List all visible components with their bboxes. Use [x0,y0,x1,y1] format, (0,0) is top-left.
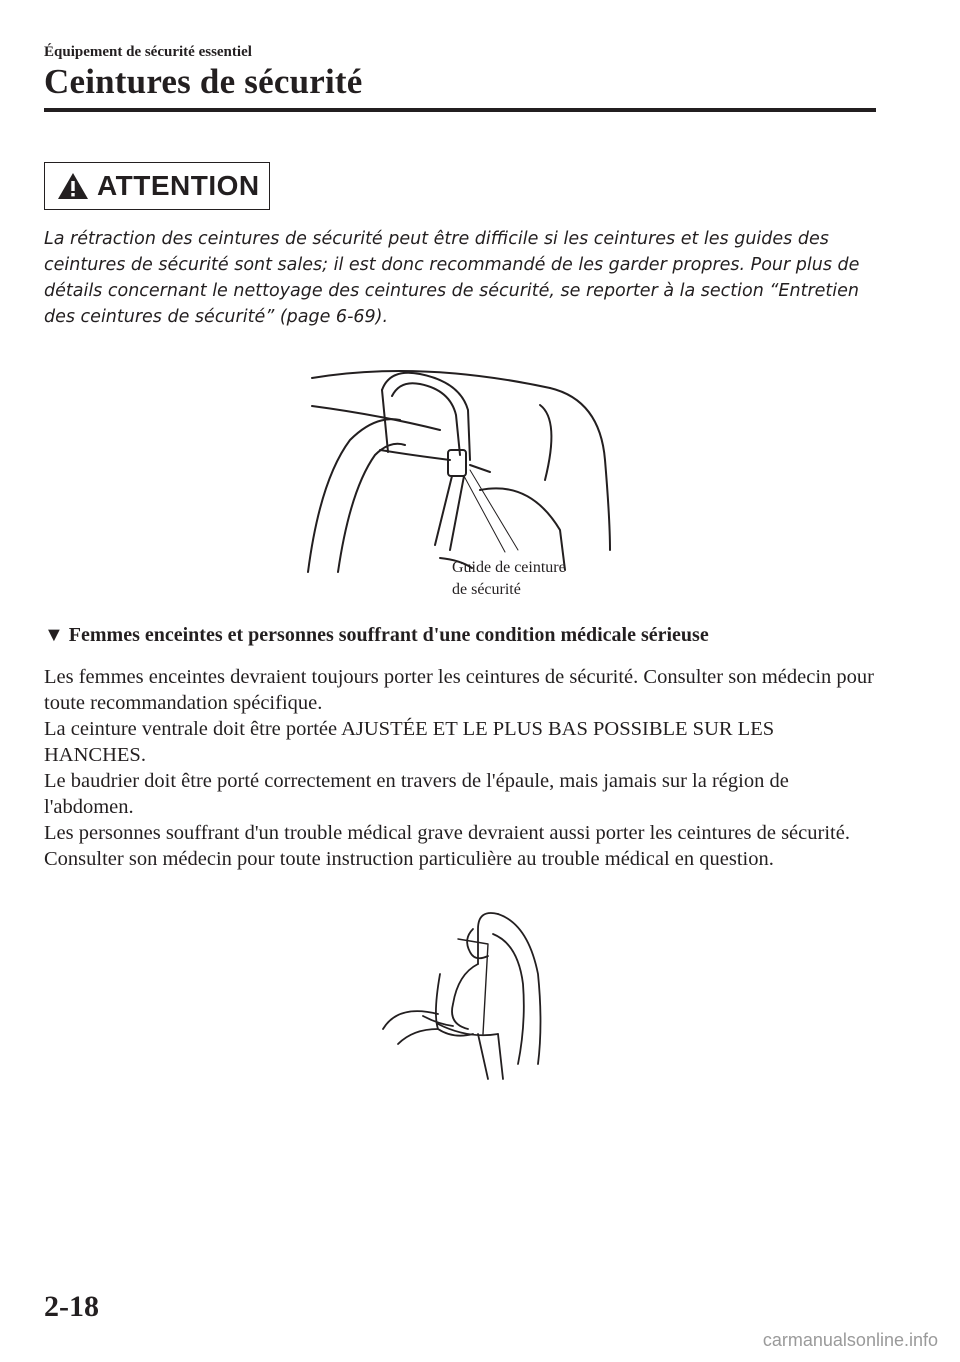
title-rule [44,108,876,112]
chapter-title: Équipement de sécurité essentiel [44,44,252,60]
page-number: 2-18 [44,1290,99,1323]
caption-line: de sécurité [452,581,521,598]
paragraph: Les femmes enceintes devraient toujours porter les ceintures de sécurité. Consulter son médecin pour toute recommandation spécifique. [44,666,874,714]
pregnant-woman-seatbelt-illustration [378,904,548,1084]
section-marker: ▼ [44,624,64,646]
attention-box [44,162,270,210]
page-title: Ceintures de sécurité [44,62,363,101]
seat-belt-guide-illustration [300,360,630,580]
section-heading [44,624,709,647]
attention-text: La rétraction des ceintures de sécurité peut être difficile si les ceintures et les guides des ceintures de sécurité sont sales; il est donc recommandé de les garder propres. Pour plus de détails concernant le nettoyage des ceintures de sécurité, se reporter à la section “Entretien des ceintures de sécurité” (page 6-69). [44,229,860,327]
warning-triangle-icon [57,172,89,200]
paragraph: Les personnes souffrant d'un trouble médical grave devraient aussi porter les ceintures de sécurité. Consulter son médecin pour toute instruction particulière au trouble médical en question. [44,822,850,870]
caption-line: Guide de ceinture [452,559,566,576]
section-heading-text: Femmes enceintes et personnes souffrant d'une condition médicale sérieuse [68,624,709,646]
body-text [44,664,874,872]
paragraph: Le baudrier doit être porté correctement en travers de l'épaule, mais jamais sur la région de l'abdomen. [44,770,789,818]
attention-label: ATTENTION [97,170,260,201]
paragraph: La ceinture ventrale doit être portée AJUSTÉE ET LE PLUS BAS POSSIBLE SUR LES HANCHES. [44,718,775,766]
figure-caption [452,557,566,601]
watermark: carmanualsonline.info [762,1330,938,1350]
